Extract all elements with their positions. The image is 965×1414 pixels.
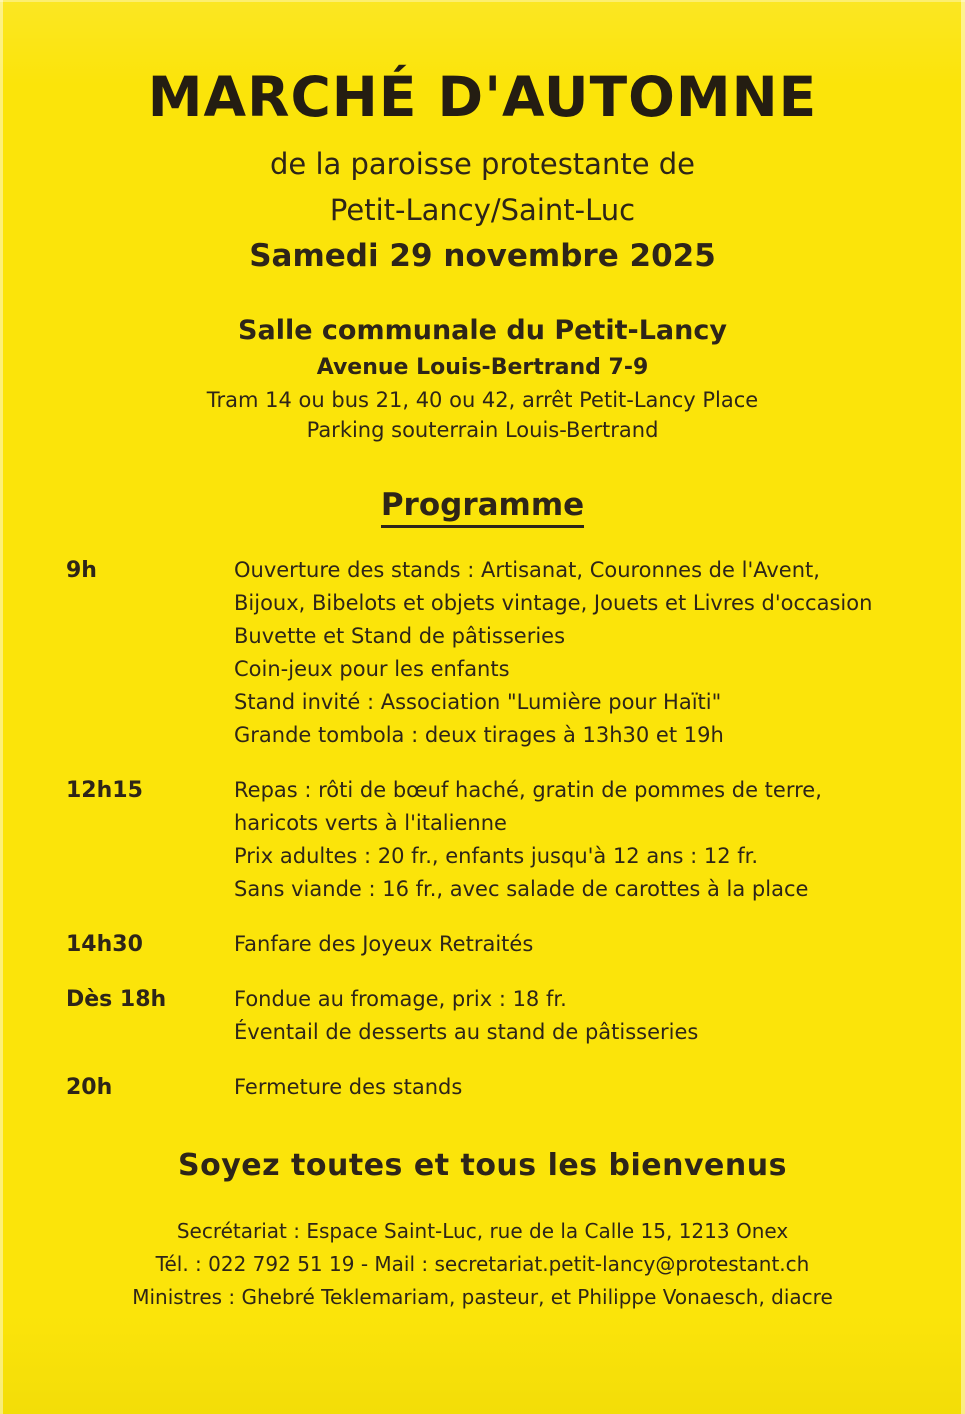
venue-name: Salle communale du Petit-Lancy	[238, 315, 727, 346]
schedule-line: Fermeture des stands	[234, 1075, 463, 1099]
schedule-row-des-18h	[66, 983, 955, 1049]
event-date: Samedi 29 novembre 2025	[249, 238, 716, 274]
schedule-line: Ouverture des stands : Artisanat, Couronnes de l'Avent,	[234, 558, 820, 582]
schedule-line: haricots verts à l'italienne	[234, 811, 507, 835]
schedule-time: 9h	[66, 558, 97, 583]
footer-phone-mail: Tél. : 022 792 51 19 - Mail : secretariat.petit-lancy@protestant.ch	[155, 1252, 810, 1276]
poster-title: MARCHÉ D'AUTOMNE	[147, 65, 818, 129]
schedule-time: 14h30	[66, 932, 143, 957]
schedule-row-9h	[66, 554, 955, 752]
programme-heading: Programme	[381, 487, 584, 528]
programme-schedule	[0, 554, 965, 1104]
schedule-line: Stand invité : Association "Lumière pour Haïti"	[234, 690, 722, 714]
schedule-description	[234, 1071, 955, 1104]
schedule-line: Repas : rôti de bœuf haché, gratin de pommes de terre,	[234, 778, 822, 802]
footer-contact	[0, 1215, 965, 1314]
schedule-line: Sans viande : 16 fr., avec salade de carottes à la place	[234, 877, 809, 901]
venue-address: Avenue Louis-Bertrand 7-9	[316, 355, 649, 380]
schedule-time: Dès 18h	[66, 987, 167, 1012]
schedule-line: Grande tombola : deux tirages à 13h30 et 19h	[234, 723, 724, 747]
schedule-time: 20h	[66, 1075, 113, 1100]
schedule-row-12h15	[66, 774, 955, 906]
closing-message: Soyez toutes et tous les bienvenus	[178, 1148, 787, 1183]
schedule-line: Fanfare des Joyeux Retraités	[234, 932, 534, 956]
subtitle-line-2: Petit-Lancy/Saint-Luc	[329, 193, 636, 227]
schedule-line: Fondue au fromage, prix : 18 fr.	[234, 987, 567, 1011]
venue-transit-info: Tram 14 ou bus 21, 40 ou 42, arrêt Petit-Lancy Place	[206, 388, 759, 412]
schedule-description	[234, 774, 955, 906]
venue-block	[0, 311, 965, 445]
footer-secretariat: Secrétariat : Espace Saint-Luc, rue de la Calle 15, 1213 Onex	[176, 1219, 789, 1243]
schedule-line: Prix adultes : 20 fr., enfants jusqu'à 12 ans : 12 fr.	[234, 844, 759, 868]
schedule-description	[234, 928, 955, 961]
schedule-line: Bijoux, Bibelots et objets vintage, Jouets et Livres d'occasion	[234, 591, 873, 615]
schedule-description	[234, 983, 955, 1049]
schedule-row-14h30	[66, 928, 955, 961]
schedule-time: 12h15	[66, 778, 143, 803]
schedule-description	[234, 554, 955, 752]
programme-heading-wrap	[0, 487, 965, 528]
poster-subtitle	[0, 141, 965, 233]
schedule-line: Coin-jeux pour les enfants	[234, 657, 510, 681]
footer-ministers: Ministres : Ghebré Teklemariam, pasteur, et Philippe Vonaesch, diacre	[132, 1285, 833, 1309]
venue-parking-info: Parking souterrain Louis-Bertrand	[306, 418, 659, 442]
schedule-line: Éventail de desserts au stand de pâtisseries	[234, 1020, 699, 1044]
schedule-line: Buvette et Stand de pâtisseries	[234, 624, 566, 648]
schedule-row-20h	[66, 1071, 955, 1104]
subtitle-line-1: de la paroisse protestante de	[269, 147, 696, 181]
